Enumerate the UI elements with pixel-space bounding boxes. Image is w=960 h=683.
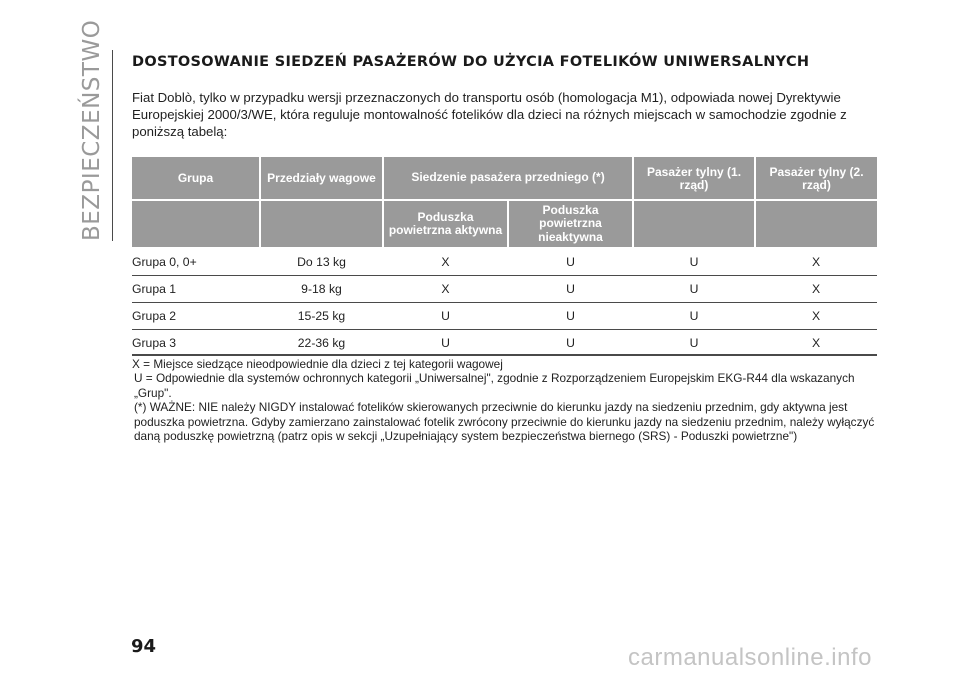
table-row: [132, 330, 877, 357]
header-weight: Przedziały wagowe: [260, 157, 383, 200]
table-row: [132, 276, 877, 303]
cell-airbag-active: X: [383, 276, 508, 303]
cell-weight: 15-25 kg: [260, 303, 383, 330]
cell-group: Grupa 2: [132, 303, 260, 330]
warning-note: (*) WAŻNE: NIE należy NIGDY instalować fotelików skierowanych przeciwnie do kierunku jazdy na siedzeniu przednim, gdy aktywna jest poduszka powietrzna. Gdyby zamierzano zainstalować fotelik zwrócony przeciwnie do kierunku jazdy na siedzeniu przednim, należy wyłączyć daną poduszkę powietrzną (patrz opis w sekcji „Uzupełniający system bezpieczeństwa biernego (SRS) - Poduszki powietrzne"): [134, 400, 875, 444]
subheader-empty: [633, 200, 755, 248]
header-rear-row1: Pasażer tylny (1. rząd): [633, 157, 755, 200]
legend-x: X = Miejsce siedzące nieodpowiednie dla dzieci z tej kategorii wagowej: [132, 357, 503, 371]
cell-group: Grupa 0, 0+: [132, 248, 260, 276]
cell-airbag-active: X: [383, 248, 508, 276]
cell-airbag-inactive: U: [508, 276, 633, 303]
table-subheader-row: [132, 200, 877, 248]
cell-weight: 22-36 kg: [260, 330, 383, 357]
table-row: [132, 303, 877, 330]
cell-weight: 9-18 kg: [260, 276, 383, 303]
header-front-seat: Siedzenie pasażera przedniego (*): [383, 157, 633, 200]
cell-airbag-active: U: [383, 303, 508, 330]
cell-airbag-inactive: U: [508, 248, 633, 276]
section-divider: [112, 50, 113, 241]
cell-rear-row1: U: [633, 330, 755, 357]
section-side-title: BEZPIECZEŃSTWO: [79, 19, 105, 241]
subheader-airbag-active: Poduszka powietrzna aktywna: [383, 200, 508, 248]
cell-rear-row2: X: [755, 248, 877, 276]
subheader-empty: [755, 200, 877, 248]
table-bottom-rule: [132, 354, 877, 356]
child-seat-table: [132, 157, 877, 356]
cell-rear-row2: X: [755, 330, 877, 357]
intro-paragraph: Fiat Doblò, tylko w przypadku wersji przeznaczonych do transportu osób (homologacja M1), odpowiada nowej Dyrektywie Europejskiej 2000/3/WE, która reguluje montowalność fotelików dla dzieci na różnych miejscach w samochodzie zgodnie z poniższą tabelą:: [132, 90, 847, 140]
table-row: [132, 248, 877, 276]
cell-rear-row1: U: [633, 276, 755, 303]
cell-airbag-inactive: U: [508, 330, 633, 357]
cell-airbag-active: U: [383, 330, 508, 357]
cell-weight: Do 13 kg: [260, 248, 383, 276]
cell-airbag-inactive: U: [508, 303, 633, 330]
cell-rear-row2: X: [755, 303, 877, 330]
header-group: Grupa: [132, 157, 260, 200]
cell-group: Grupa 3: [132, 330, 260, 357]
table-header-row: [132, 157, 877, 200]
cell-rear-row1: U: [633, 248, 755, 276]
subheader-empty: [132, 200, 260, 248]
cell-rear-row2: X: [755, 276, 877, 303]
cell-group: Grupa 1: [132, 276, 260, 303]
page-number: 94: [131, 636, 157, 657]
header-rear-row2: Pasażer tylny (2. rząd): [755, 157, 877, 200]
cell-rear-row1: U: [633, 303, 755, 330]
page-heading: DOSTOSOWANIE SIEDZEŃ PASAŻERÓW DO UŻYCIA FOTELIKÓW UNIWERSALNYCH: [132, 54, 810, 70]
site-watermark: carmanualsonline.info: [628, 644, 872, 671]
table-notes: [132, 357, 882, 443]
subheader-airbag-inactive: Poduszka powietrzna nieaktywna: [508, 200, 633, 248]
subheader-empty: [260, 200, 383, 248]
legend-u: U = Odpowiednie dla systemów ochronnych kategorii „Uniwersalnej", zgodnie z Rozporządzeniem Europejskim EKG-R44 dla wskazanych „Grup".: [134, 371, 855, 400]
